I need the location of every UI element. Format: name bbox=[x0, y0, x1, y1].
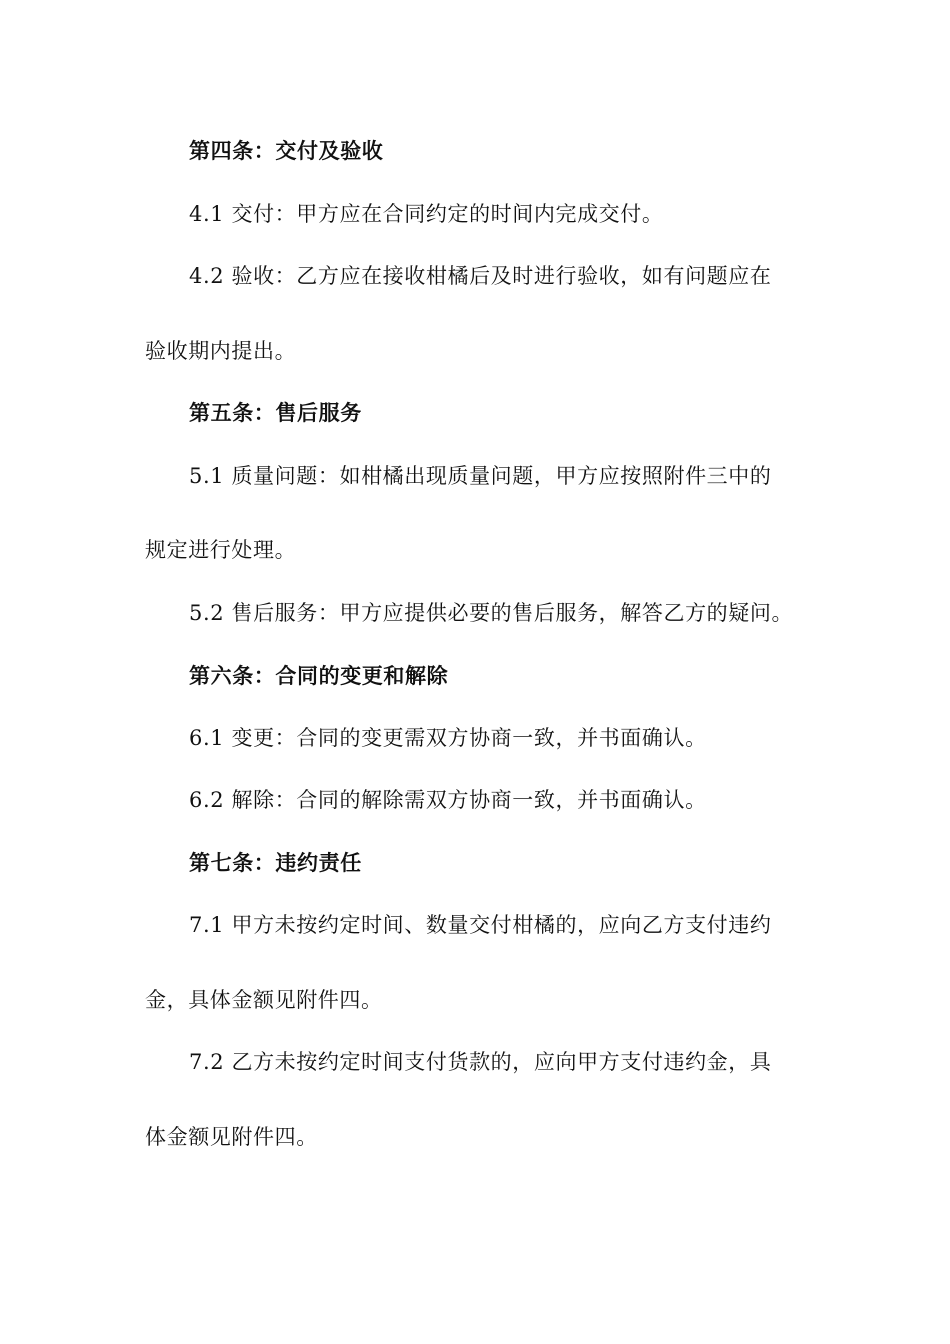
clause-5-1-line-2: 规定进行处理。 bbox=[145, 538, 297, 562]
clause-6-1: 6.1 变更：合同的变更需双方协商一致，并书面确认。 bbox=[189, 726, 707, 750]
section-4-heading: 第四条：交付及验收 bbox=[189, 139, 384, 163]
clause-4-2-line-1: 4.2 验收：乙方应在接收柑橘后及时进行验收，如有问题应在 bbox=[189, 264, 772, 288]
clause-5-1-line-1: 5.1 质量问题：如柑橘出现质量问题，甲方应按照附件三中的 bbox=[189, 464, 772, 488]
section-5-heading: 第五条：售后服务 bbox=[189, 401, 362, 425]
clause-4-2-line-2: 验收期内提出。 bbox=[145, 339, 297, 363]
clause-4-1: 4.1 交付：甲方应在合同约定的时间内完成交付。 bbox=[189, 202, 664, 226]
section-7-heading: 第七条：违约责任 bbox=[189, 851, 362, 875]
clause-7-1-line-1: 7.1 甲方未按约定时间、数量交付柑橘的，应向乙方支付违约 bbox=[189, 913, 772, 937]
section-6-heading: 第六条：合同的变更和解除 bbox=[189, 664, 449, 688]
clause-7-2-line-2: 体金额见附件四。 bbox=[145, 1125, 318, 1149]
clause-5-2: 5.2 售后服务：甲方应提供必要的售后服务，解答乙方的疑问。 bbox=[189, 601, 794, 625]
clause-6-2: 6.2 解除：合同的解除需双方协商一致，并书面确认。 bbox=[189, 788, 707, 812]
clause-7-1-line-2: 金，具体金额见附件四。 bbox=[145, 988, 383, 1012]
clause-7-2-line-1: 7.2 乙方未按约定时间支付货款的，应向甲方支付违约金，具 bbox=[189, 1050, 772, 1074]
